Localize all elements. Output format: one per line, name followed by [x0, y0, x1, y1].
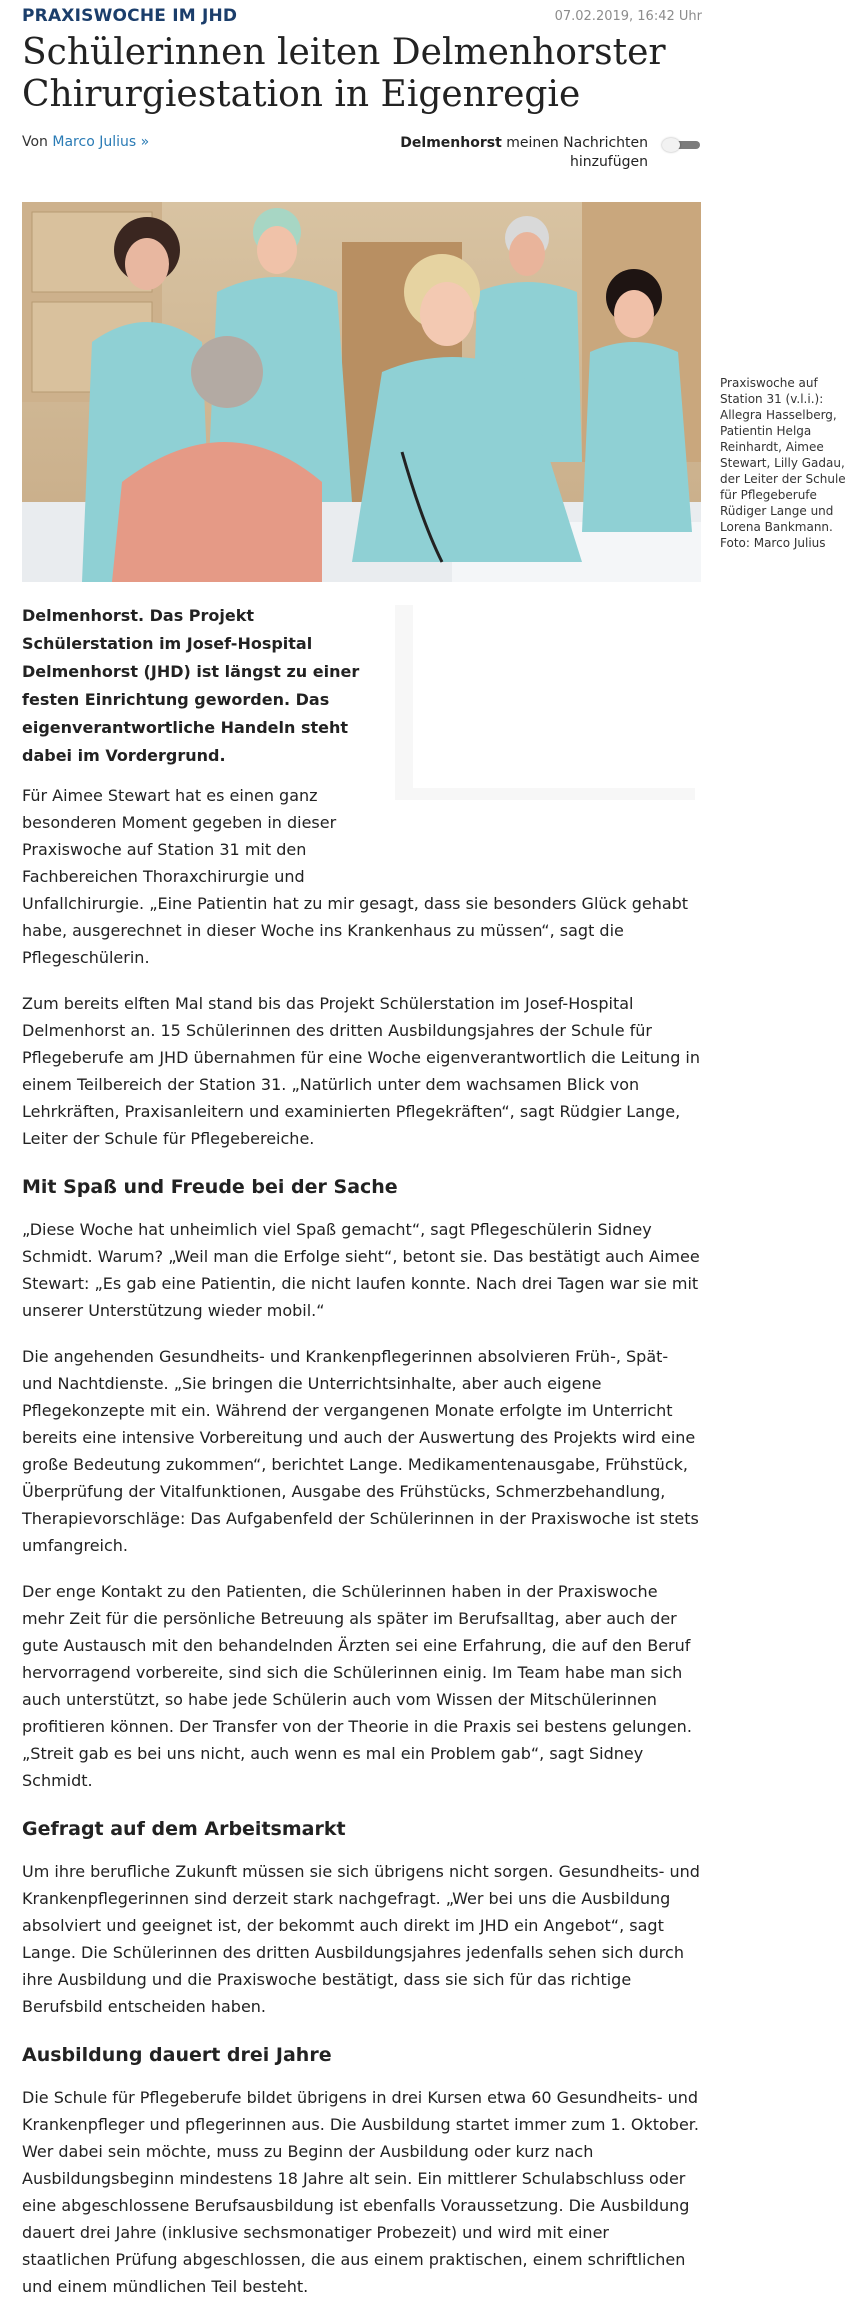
title-line-2: Chirurgiestation in Eigenregie	[22, 74, 581, 115]
subheading-3: Ausbildung dauert drei Jahre	[22, 2044, 332, 2066]
byline	[22, 134, 702, 174]
follow-text-1: meinen Nachrichten	[506, 135, 648, 151]
byline-prefix: Von	[22, 134, 48, 150]
paragraph-1	[22, 782, 702, 971]
follow-toggle[interactable]	[662, 138, 702, 152]
photo-caption: Praxiswoche auf Station 31 (v.l.i.): Allegra Hasselberg, Patientin Helga Reinhardt, Aimee Stewart, Lilly Gadau, der Leiter der Schule für Pflegeberufe Rüdiger Lange und Lorena Bankmann. Foto: Marco Julius	[720, 376, 846, 550]
follow-label	[400, 134, 648, 172]
author-name: Marco Julius	[52, 134, 137, 150]
paragraph-1-end: Unfallchirurgie. „Eine Patientin hat zu mir gesagt, dass sie besonders Glück gehabt habe, ausgerechnet in dieser Woche ins Krankenhaus zu müssen“, sagt die Pflegeschülerin.	[22, 894, 689, 967]
paragraph-4: Die angehenden Gesundheits- und Krankenpflegerinnen absolvieren Früh-, Spät- und Nachtdienste. „Sie bringen die Unterrichtsinhalte, aber auch eigene Pflegekonzepte mit ein. Während der vergangenen Monate erfolgte im Unterricht bereits eine intensive Vorbereitung und auch der Auswertung des Projekts wird eine große Bedeutung zukommen“, berichtet Lange. Medikamentenausgabe, Frühstück, Überprüfung der Vitalfunktionen, Ausgabe des Frühstücks, Schmerzbehandlung, Therapievorschläge: Das Aufgabenfeld der Schülerinnen in der Praxiswoche ist stets umfangreich.	[22, 1347, 699, 1555]
article-body	[22, 602, 702, 2319]
paragraph-2: Zum bereits elften Mal stand bis das Projekt Schülerstation im Josef-Hospital Delmenhorst an. 15 Schülerinnen des dritten Ausbildungsjahres der Schule für Pflegeberufe am JHD übernahmen für eine Woche eigenverantwortlich die Leitung in einem Teilbereich der Station 31. „Natürlich unter dem wachsamen Blick von Lehrkräften, Praxisanleitern und examinierten Pflegekräften“, sagt Rüdgier Lange, Leiter der Schule für Pflegebereiche.	[22, 994, 701, 1148]
paragraph-5: Der enge Kontakt zu den Patienten, die Schülerinnen haben in der Praxiswoche mehr Zeit für die persönliche Betreuung als später im Berufsalltag, aber auch der gute Austausch mit den behandelnden Ärzten sei eine Erfahrung, die auf den Beruf hervorragend vorbereite, sind sich die Schülerinnen einig. Im Team habe man sich auch unterstützt, so habe jede Schülerin auch vom Wissen der Mitschülerinnen profitieren können. Der Transfer von der Theorie in die Praxis sei bestens gelungen. „Streit gab es bei uns nicht, auch wenn es mal ein Problem gab“, sagt Sidney Schmidt.	[22, 1582, 692, 1790]
paragraph-1-start: Für Aimee Stewart hat es einen ganz besonderen Moment gegeben in dieser Praxiswoche auf Station 31 mit den Fachbereichen Thoraxchirurgie und	[22, 786, 337, 886]
paragraph-6: Um ihre berufliche Zukunft müssen sie sich übrigens nicht sorgen. Gesundheits- und Krankenpflegerinnen sind derzeit stark nachgefragt. „Wer bei uns die Ausbildung absolviert und geeignet ist, der bekommt auch direkt im JHD ein Angebot“, sagt Lange. Die Schülerinnen des dritten Ausbildungsjahres jedenfalls sehen sich durch ihre Ausbildung und die Praxiswoche bestätigt, dass sie sich für das richtige Berufsbild entscheiden haben.	[22, 1862, 700, 2016]
paragraph-3: „Diese Woche hat unheimlich viel Spaß gemacht“, sagt Pflegeschülerin Sidney Schmidt. Warum? „Weil man die Erfolge sieht“, betont sie. Das bestätigt auch Aimee Stewart: „Es gab eine Patientin, die nicht laufen konnte. Nach drei Tagen war sie mit unserer Unterstützung wieder mobil.“	[22, 1220, 700, 1320]
double-chevron-right-icon: »	[140, 134, 150, 150]
author-link[interactable]	[52, 134, 149, 150]
author-line	[22, 134, 149, 174]
follow-text-2: hinzufügen	[569, 154, 648, 170]
paragraph-7: Die Schule für Pflegeberufe bildet übrigens in drei Kursen etwa 60 Gesundheits- und Krankenpfleger und pflegerinnen aus. Die Ausbildung startet immer zum 1. Oktober. Wer dabei sein möchte, muss zu Beginn der Ausbildung oder kurz nach Ausbildungsbeginn mindestens 18 Jahre alt sein. Ein mittlerer Schulabschluss oder eine abgeschlossene Berufsausbildung ist ebenfalls Voraussetzung. Die Ausbildung dauert drei Jahre (inklusive sechsmonatiger Probezeit) und wird mit einer staatlichen Prüfung abgeschlossen, die aus einem praktischen, einem schriftlichen und einem mündlichen Teil besteht.	[22, 2088, 699, 2296]
toggle-knob	[662, 138, 680, 152]
photo-illustration	[22, 202, 701, 582]
article-title	[22, 32, 702, 116]
title-line-1: Schülerinnen leiten Delmenhorster	[22, 32, 666, 73]
subheading-1: Mit Spaß und Freude bei der Sache	[22, 1176, 398, 1198]
kicker: PRAXISWOCHE IM JHD	[22, 6, 238, 26]
publish-date: 07.02.2019, 16:42 Uhr	[554, 8, 702, 24]
article-lead: Delmenhorst. Das Projekt Schülerstation im Josef-Hospital Delmenhorst (JHD) ist längst zu einer festen Einrichtung geworden. Das eigenverantwortliche Handeln steht dabei im Vordergrund.	[22, 606, 360, 765]
follow-place: Delmenhorst	[400, 135, 502, 151]
article-header	[22, 0, 702, 174]
follow-topic	[400, 134, 702, 174]
subheading-2: Gefragt auf dem Arbeitsmarkt	[22, 1818, 346, 1840]
article-photo[interactable]	[22, 202, 701, 582]
